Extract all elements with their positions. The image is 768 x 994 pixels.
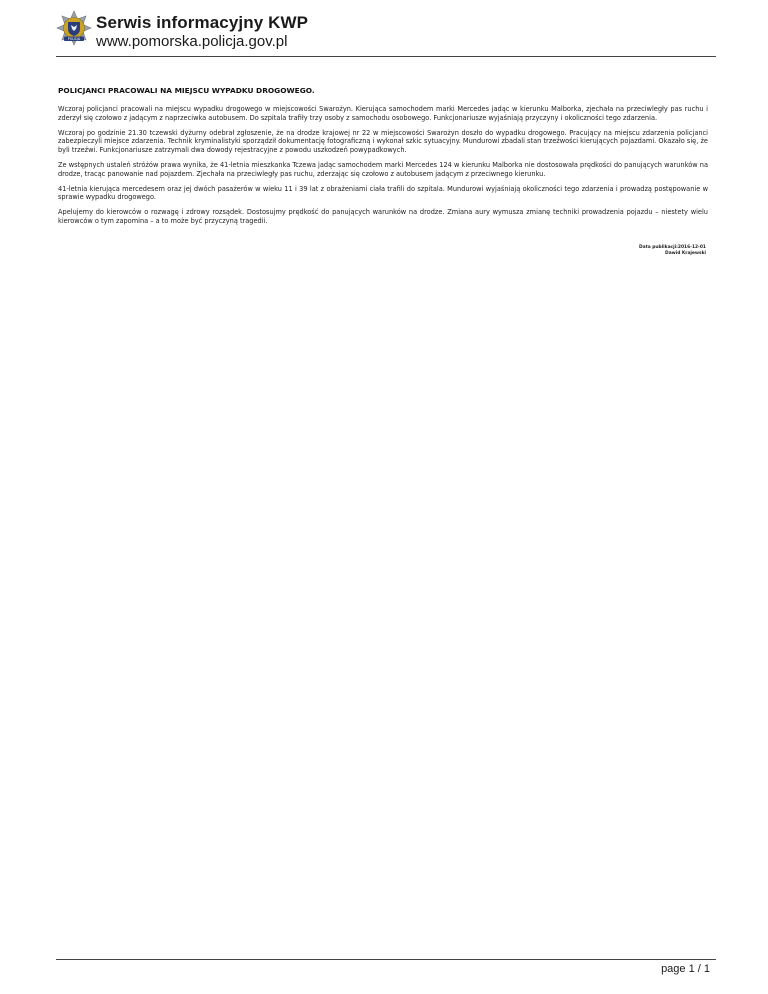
- header-divider: [56, 56, 716, 57]
- article-body: [58, 86, 708, 232]
- footer-divider: [56, 959, 716, 960]
- article-paragraph: Apelujemy do kierowców o rozwagę i zdrowy rozsądek. Dostosujmy prędkość do panujących warunków na drodze. Zmiana aury wymusza zmianę techniki prowadzenia pojazdu – niestety wielu kierowców o tym zapomina – a to może być przyczyną tragedii.: [58, 208, 708, 225]
- article-paragraph: Wczoraj po godzinie 21.30 tczewski dyżurny odebrał zgłoszenie, że na drodze krajowej nr 22 w miejscowości Swarożyn doszło do wypadku drogowego. Pracujący na miejscu zdarzenia policjanci zabezpieczyli miejsce zdarzenia. Technik kryminalistyki sporządził dokumentację fotograficzną i wykonał szkic sytuacyjny. Mundurowi zbadali stan trzeźwości kierujących pojazdami. Okazało się, że byli trzeźwi. Funkcjonariusze zatrzymali dwa dowody rejestracyjne z powodu uszkodzeń powypadkowych.: [58, 128, 708, 154]
- police-star-badge-icon: [56, 10, 92, 58]
- page-number: page 1 / 1: [661, 963, 710, 975]
- site-title: Serwis informacyjny KWP: [96, 13, 309, 32]
- article-author: Dawid Krajewski: [665, 251, 706, 256]
- article-meta: [639, 245, 706, 257]
- logo-text: POLICJA: [67, 37, 81, 42]
- article-paragraph: 41-letnia kierująca mercedesem oraz jej dwóch pasażerów w wieku 11 i 39 lat z obrażeniami ciała trafili do szpitala. Mundurowi wyjaśniają okoliczności tego zdarzenia i prowadzą postępowanie w sprawie wypadku drogowego.: [58, 184, 708, 202]
- site-url[interactable]: www.pomorska.policja.gov.pl: [96, 33, 288, 50]
- article-title: POLICJANCI PRACOWALI NA MIEJSCU WYPADKU DROGOWEGO.: [58, 86, 315, 95]
- article-paragraph: Ze wstępnych ustaleń stróżów prawa wynika, że 41-letnia mieszkanka Tczewa jadąc samochodem marki Mercedes 124 w kierunku Malborka nie dostosowała prędkości do panujących warunków na drodze, tracąc panowanie nad pojazdem. Zjechała na przeciwległy pas ruchu, zderzając się czołowo z autobusem jadącym z przeciwnego kierunku.: [58, 160, 708, 178]
- article-paragraph: Wczoraj policjanci pracowali na miejscu wypadku drogowego w miejscowości Swarożyn. Kierująca samochodem marki Mercedes jadąc w kierunku Malborka, zjechała na przeciwległy pas ruchu i zderzył się czołowo z jadącym z naprzeciwka autobusem. Do szpitala trafiły trzy osoby z samochodu osobowego. Funkcjonariusze wyjaśniają przyczyny i okoliczności tego zdarzenia.: [58, 105, 708, 122]
- page-header: [56, 10, 716, 54]
- publication-date: Data publikacji:2016-12-01: [639, 245, 706, 250]
